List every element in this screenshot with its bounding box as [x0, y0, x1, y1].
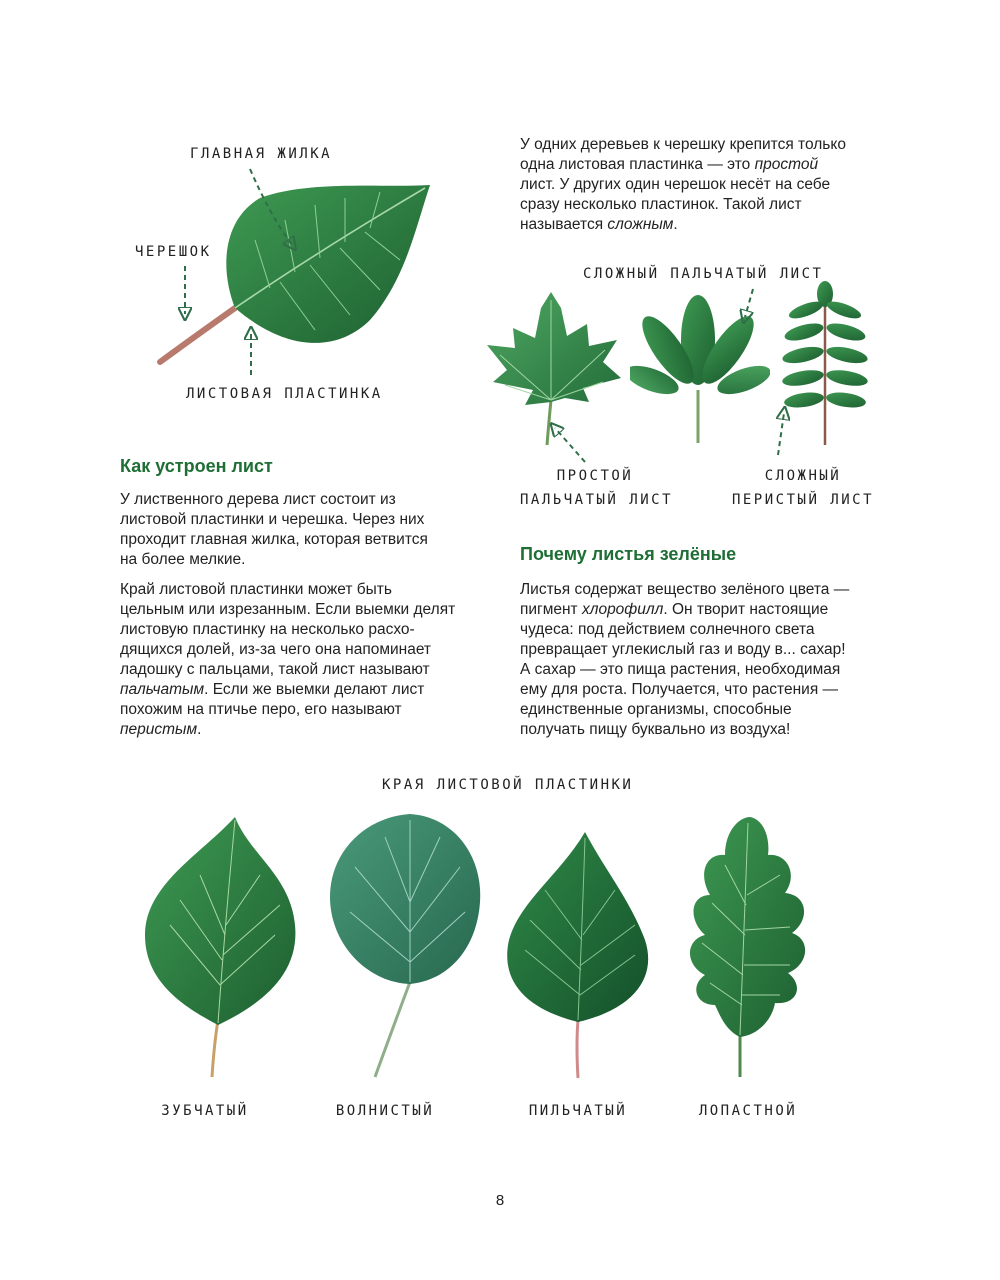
wavy-leaf-illustration: [325, 812, 485, 1082]
compound-palmate-label: СЛОЖНЫЙ ПАЛЬЧАТЫЙ ЛИСТ: [583, 266, 824, 282]
petiole-label: ЧЕРЕШОК: [135, 244, 212, 260]
intro-text: называется: [520, 216, 608, 233]
text-line: листовую пластинку на несколько расхо-: [120, 621, 415, 638]
intro-line: сразу несколько пластинок. Такой лист: [520, 196, 802, 213]
lobed-leaf-illustration: [680, 815, 820, 1080]
text-emphasis: перистым: [120, 721, 198, 738]
structure-paragraph-2: [120, 580, 490, 740]
green-heading: Почему листья зелёные: [520, 544, 737, 564]
leaf-margins-title: КРАЯ ЛИСТОВОЙ ПЛАСТИНКИ: [382, 777, 634, 793]
text-line: ладошку с пальцами, такой лист называют: [120, 661, 430, 678]
toothed-leaf-illustration: [140, 815, 300, 1080]
text-line: Листья содержат вещество зелёного цвета —: [520, 581, 850, 598]
intro-emphasis: простой: [754, 156, 819, 173]
intro-text: .: [673, 216, 678, 233]
intro-line: [520, 215, 900, 235]
wavy-label: ВОЛНИСТЫЙ: [335, 1103, 435, 1119]
text-span: . Если же выемки делают лист: [204, 681, 425, 698]
simple-palmate-label-1: ПРОСТОЙ: [556, 468, 634, 484]
serrate-leaf-illustration: [500, 830, 660, 1080]
intro-line: [520, 155, 900, 175]
compound-pinnate-arrow: [768, 405, 798, 460]
compound-pinnate-label-2: ПЕРИСТЫЙ ЛИСТ: [731, 492, 875, 508]
text-line: ему для роста. Получается, что растения —: [520, 681, 839, 698]
text-line: У лиственного дерева лист состоит из: [120, 491, 396, 508]
leaf-blade-label: ЛИСТОВАЯ ПЛАСТИНКА: [186, 386, 383, 402]
text-span: . Он творит настоящие: [663, 601, 829, 618]
text-line: получать пищу буквально из воздуха!: [520, 721, 791, 738]
leaf-blade-arrow: [236, 325, 266, 380]
petiole-arrow: [170, 262, 200, 322]
text-line: дящихся долей, из-за чего она напоминает: [120, 641, 432, 658]
text-line: [520, 600, 900, 620]
text-line: проходит главная жилка, которая ветвится: [120, 531, 428, 548]
intro-paragraph: [520, 135, 900, 235]
main-vein-label: ГЛАВНАЯ ЖИЛКА: [190, 146, 333, 162]
text-span: .: [197, 721, 202, 738]
text-emphasis: пальчатым: [120, 681, 205, 698]
toothed-label: ЗУБЧАТЫЙ: [161, 1103, 249, 1119]
main-vein-arrow: [240, 165, 310, 260]
simple-palmate-arrow: [545, 418, 595, 468]
intro-line: лист. У других один черешок несёт на себе: [520, 176, 831, 193]
text-line: единственные организмы, способные: [520, 701, 792, 718]
simple-palmate-label-2: ПАЛЬЧАТЫЙ ЛИСТ: [520, 492, 674, 508]
compound-pinnate-label-1: СЛОЖНЫЙ: [764, 468, 842, 484]
structure-heading: Как устроен лист: [120, 456, 273, 476]
text-line: [120, 680, 490, 700]
text-line: похожим на птичье перо, его называют: [120, 701, 402, 718]
text-line: листовой пластинки и черешка. Через них: [120, 511, 425, 528]
lobed-label: ЛОПАСТНОЙ: [698, 1103, 798, 1119]
text-line: Край листовой пластинки может быть: [120, 581, 392, 598]
compound-palmate-arrow: [735, 285, 765, 325]
text-line: превращает углекислый газ и воду в... сахар!: [520, 641, 846, 658]
page-number: 8: [495, 1192, 505, 1209]
structure-paragraph-1: [120, 490, 490, 570]
text-line: чудеса: под действием солнечного света: [520, 621, 815, 638]
text-line: на более мелкие.: [120, 551, 246, 568]
text-emphasis: хлорофилл: [581, 601, 664, 618]
text-line: [120, 720, 490, 740]
green-paragraph: [520, 580, 900, 740]
text-line: цельным или изрезанным. Если выемки делят: [120, 601, 456, 618]
serrate-label: ПИЛЬЧАТЫЙ: [528, 1103, 628, 1119]
text-span: пигмент: [520, 601, 582, 618]
intro-text: одна листовая пластинка — это: [520, 156, 755, 173]
intro-emphasis: сложным: [607, 216, 674, 233]
intro-line: У одних деревьев к черешку крепится только: [520, 136, 846, 153]
text-line: А сахар — это пища растения, необходимая: [520, 661, 841, 678]
